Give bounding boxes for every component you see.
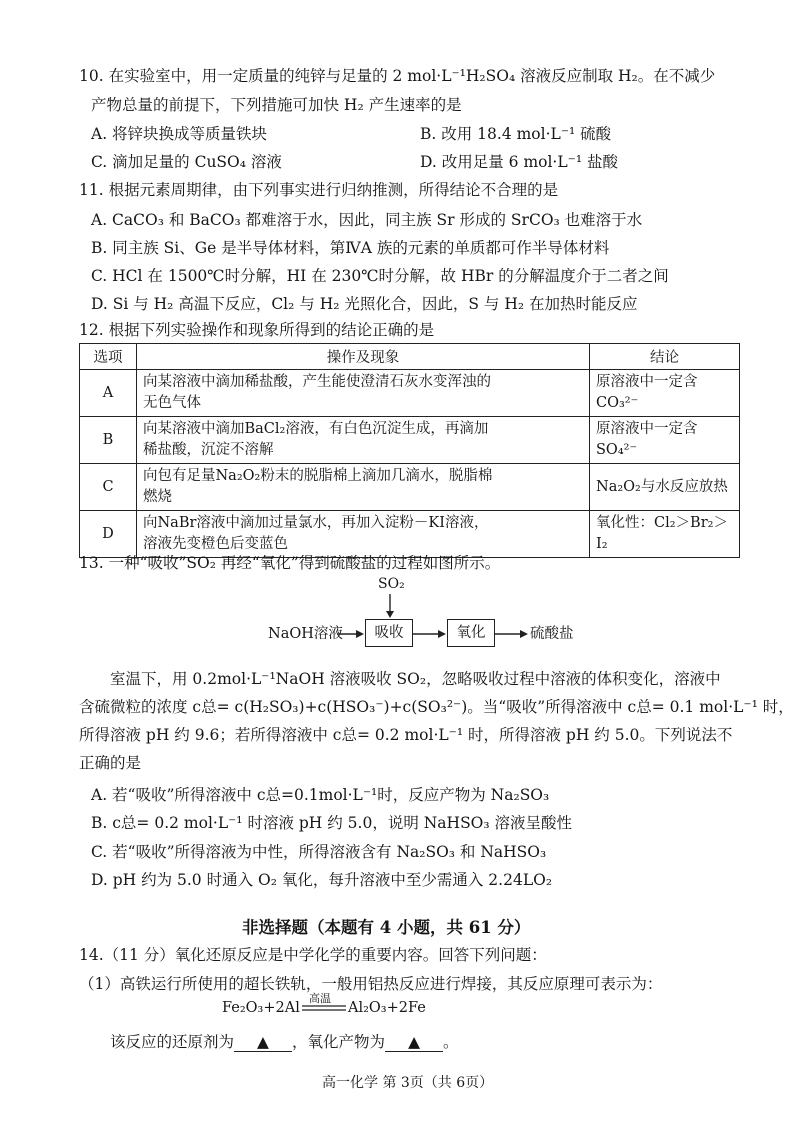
operation-line2: 燃烧 — [143, 489, 172, 505]
q10-stem-line2: 产物总量的前提下，下列措施可加快 H₂ 产生速率的是 — [91, 96, 462, 114]
q11-option-c: C. HCl 在 1500℃时分解，HI 在 230℃时分解，故 HBr 的分解温度介于二者之间 — [91, 267, 669, 285]
operation-line2: 稀盐酸，沉淀不溶解 — [143, 442, 274, 458]
answer-blank-reducing-agent[interactable]: ▲ — [234, 1033, 292, 1052]
q10-option-a: A. 将锌块换成等质量铁块 — [91, 125, 268, 143]
row-conclusion: 原溶液中一定含SO₄²⁻ — [590, 417, 740, 464]
row-conclusion: 原溶液中一定含CO₃²⁻ — [590, 370, 740, 417]
q10-option-b: B. 改用 18.4 mol·L⁻¹ 硫酸 — [420, 125, 612, 143]
table-row — [80, 464, 740, 511]
q11-stem: 11. 根据元素周期律，由下列事实进行归纳推测，所得结论不合理的是 — [79, 181, 559, 199]
q11-option-b: B. 同主族 Si、Ge 是半导体材料，第ⅣA 族的元素的单质都可作半导体材料 — [91, 239, 610, 257]
equation-products: Al₂O₃+2Fe — [348, 1000, 426, 1016]
diagram-product-label: 硫酸盐 — [530, 626, 574, 642]
q10-option-c: C. 滴加足量的 CuSO₄ 溶液 — [91, 153, 282, 171]
experiment-table — [79, 343, 740, 558]
operation-line1: 向某溶液中滴加BaCl₂溶液，有白色沉淀生成，再滴加 — [143, 421, 489, 437]
q10-stem-line1: 10. 在实验室中，用一定质量的纯锌与足量的 2 mol·L⁻¹H₂SO₄ 溶液反应制取 H₂。在不减少 — [79, 67, 716, 85]
row-option: C — [80, 464, 137, 511]
section-heading: 非选择题（本题有 4 小题，共 61 分） — [242, 918, 531, 937]
table-header-row — [80, 344, 740, 370]
q13-option-a: A. 若“吸收”所得溶液中 c总=0.1mol·L⁻¹时，反应产物为 Na₂SO₃ — [91, 786, 550, 804]
absorb-box: 吸收 — [365, 619, 413, 647]
q13-option-d: D. pH 约为 5.0 时通入 O₂ 氧化，每升溶液中至少需通入 2.24LO₂ — [91, 871, 553, 889]
row-conclusion: Na₂O₂与水反应放热 — [590, 464, 740, 511]
row-operation — [137, 464, 590, 511]
equation-reactants: Fe₂O₃+2Al — [222, 1000, 300, 1016]
q13-option-c: C. 若“吸收”所得溶液为中性，所得溶液含有 Na₂SO₃ 和 NaHSO₃ — [91, 843, 547, 861]
row-option: D — [80, 511, 137, 558]
header-option: 选项 — [80, 344, 137, 370]
q14-question-line — [110, 1030, 459, 1052]
q13-paragraph-line1: 室温下，用 0.2mol·L⁻¹NaOH 溶液吸收 SO₂，忽略吸收过程中溶液的体积变化，溶液中 — [110, 670, 721, 688]
answer-blank-oxidation-product[interactable]: ▲ — [385, 1033, 443, 1052]
q13-paragraph-line4: 正确的是 — [79, 754, 142, 772]
row-operation — [137, 370, 590, 417]
arrow-right-icon — [337, 626, 365, 642]
operation-line1: 向NaBr溶液中滴加过量氯水，再加入淀粉－KI溶液， — [143, 515, 489, 531]
arrow-right-icon — [413, 626, 447, 642]
so2-down-arrow — [360, 590, 420, 620]
ask-oxidation-product: ，氧化产物为 — [292, 1033, 386, 1051]
q14-part1: （1）高铁运行所使用的超长铁轨，一般用铝热反应进行焊接，其反应原理可表示为： — [79, 975, 663, 993]
page-footer: 高一化学 第 3页（共 6页） — [322, 1075, 494, 1091]
equation-condition: 高温 — [309, 992, 331, 1005]
q10-option-d: D. 改用足量 6 mol·L⁻¹ 盐酸 — [420, 153, 618, 171]
equation-double-line — [302, 1004, 346, 1014]
diagram-naoh-label: NaOH溶液 — [268, 626, 343, 642]
row-operation — [137, 417, 590, 464]
q13-option-b: B. c总= 0.2 mol·L⁻¹ 时溶液 pH 约 5.0，说明 NaHSO₃ 溶液呈酸性 — [91, 814, 573, 832]
operation-line2: 无色气体 — [143, 395, 201, 411]
row-conclusion: 氧化性：Cl₂＞Br₂＞I₂ — [590, 511, 740, 558]
q13-stem: 13. 一种“吸收”SO₂ 再经“氧化”得到硫酸盐的过程如图所示。 — [79, 554, 501, 572]
oxidize-box: 氧化 — [447, 619, 495, 647]
operation-line2: 溶液先变橙色后变蓝色 — [143, 536, 288, 552]
operation-line1: 向某溶液中滴加稀盐酸，产生能使澄清石灰水变浑浊的 — [143, 374, 491, 390]
row-option: A — [80, 370, 137, 417]
arrow-right-icon — [495, 626, 529, 642]
q13-paragraph-line2: 含硫微粒的浓度 c总= c(H₂SO₃)+c(HSO₃⁻)+c(SO₃²⁻)。当“吸收”所得溶液中 c总= 0.1 mol·L⁻¹ 时， — [79, 698, 794, 716]
row-option: B — [80, 417, 137, 464]
operation-line1: 向包有足量Na₂O₂粉末的脱脂棉上滴加几滴水，脱脂棉 — [143, 468, 493, 484]
q11-option-a: A. CaCO₃ 和 BaCO₃ 都难溶于水，因此，同主族 Sr 形成的 SrCO₃ 也难溶于水 — [91, 211, 643, 229]
ask-reducing-agent: 该反应的还原剂为 — [110, 1033, 235, 1051]
table-row — [80, 417, 740, 464]
diagram-so2-label: SO₂ — [378, 576, 405, 592]
header-conclusion: 结论 — [590, 344, 740, 370]
header-operation: 操作及现象 — [137, 344, 590, 370]
q14-stem: 14.（11 分）氧化还原反应是中学化学的重要内容。回答下列问题： — [79, 946, 547, 964]
ask-end: 。 — [443, 1033, 459, 1051]
q13-paragraph-line3: 所得溶液 pH 约 9.6；若所得溶液中 c总= 0.2 mol·L⁻¹ 时，所得溶液 pH 约 5.0。下列说法不 — [79, 726, 733, 744]
table-row — [80, 370, 740, 417]
q12-stem: 12. 根据下列实验操作和现象所得到的结论正确的是 — [79, 321, 435, 339]
q11-option-d: D. Si 与 H₂ 高温下反应，Cl₂ 与 H₂ 光照化合，因此，S 与 H₂ 在加热时能反应 — [91, 295, 638, 313]
